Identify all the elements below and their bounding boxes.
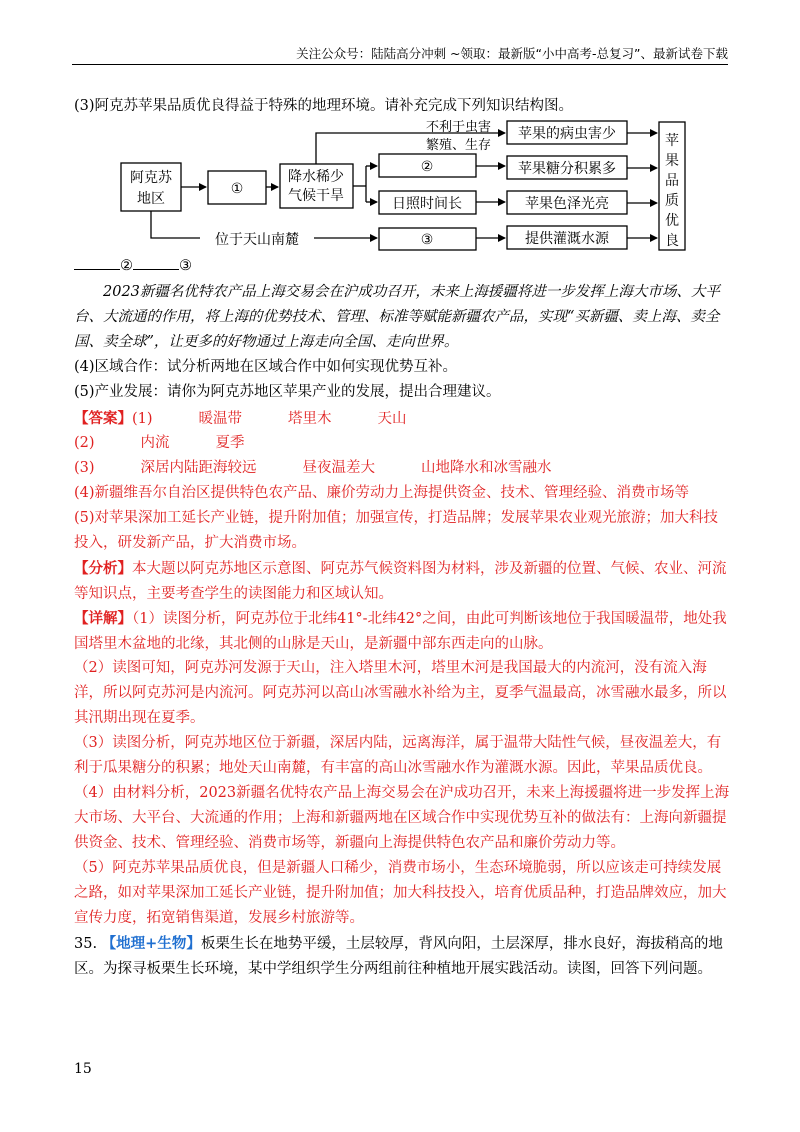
answer-blank[interactable] xyxy=(74,255,120,270)
answer-item: 山地降水和冰雪融水 xyxy=(421,460,552,476)
answer-4: (4)新疆维吾尔自治区提供特色农产品、廉价劳动力上海提供资金、技术、管理经验、消费市场等 xyxy=(74,485,690,501)
question-4: (4)区域合作：试分析两地在区域合作中如何实现优势互补。 xyxy=(74,359,458,375)
diagram-note-line2: 繁殖、生存 xyxy=(426,138,492,153)
answer-line-2 xyxy=(74,431,730,456)
analysis-paragraph xyxy=(74,556,730,607)
diagram-final-char: 良 xyxy=(665,233,679,249)
diagram-result-1: 苹果的病虫害少 xyxy=(518,126,616,142)
question-35-number: 35. xyxy=(74,936,98,952)
diagram-final-char: 品 xyxy=(665,173,679,189)
analysis-label: 【分析】 xyxy=(74,560,132,577)
diagram-blank-3: ③ xyxy=(420,232,434,248)
answer-blank[interactable] xyxy=(133,255,179,270)
answer-item: 内流 xyxy=(140,435,170,451)
answer-item: 深居内陆距海较远 xyxy=(140,460,257,476)
diagram-location: 位于天山南麓 xyxy=(215,232,299,248)
header-divider xyxy=(72,64,728,65)
diagram-climate-line1: 降水稀少 xyxy=(288,169,344,185)
answer-item: 塔里木 xyxy=(288,411,332,427)
diagram-start-line2: 地区 xyxy=(137,191,165,207)
blank-label-2: ② xyxy=(120,258,133,274)
diagram-final-char: 优 xyxy=(665,213,679,229)
answer-item: 暖温带 xyxy=(198,411,243,427)
detail-2: （2）读图可知，阿克苏河发源于天山，注入塔里木河，塔里木河是我国最大的内流河，没有流入海洋，所以阿克苏河是内流河。阿克苏河以高山冰雪融水补给为主，夏季气温最高，冰雪融水最多，所以其汛期出现在夏季。 xyxy=(74,660,727,726)
diagram-blank-1: ① xyxy=(230,181,244,197)
answer-blanks-line xyxy=(74,254,730,279)
answer-item: 夏季 xyxy=(215,435,245,451)
question-35 xyxy=(74,931,730,982)
detail-4: （4）由材料分析，2023新疆名优特农产品上海交易会在沪成功召开，未来上海援疆将进一步发挥上海大市场、大平台、大流通的作用；上海和新疆两地在区域合作中实现优势互补的做法有：上海向新疆提供资金、技术、管理经验、消费市场等，新疆向上海提供特色农产品和廉价劳动力等。 xyxy=(74,785,730,851)
blank-label-3: ③ xyxy=(179,258,192,274)
answer-line-3 xyxy=(74,456,730,481)
diagram-result-4: 提供灌溉水源 xyxy=(525,231,609,247)
answer-num: (1) xyxy=(132,411,153,427)
analysis-text: 本大题以阿克苏地区示意图、阿克苏气候资料图为材料，涉及新疆的位置、气候、农业、河流等知识点，主要考查学生的读图能力和区域认知。 xyxy=(74,561,727,602)
page-number: 15 xyxy=(74,1061,92,1077)
diagram-final-char: 质 xyxy=(665,193,679,209)
diagram-result-3: 苹果色泽光亮 xyxy=(525,196,609,212)
question-35-tag: 【地理+生物】 xyxy=(101,935,201,952)
answer-line-1 xyxy=(74,406,730,432)
answer-item: 天山 xyxy=(377,411,407,427)
question-5: (5)产业发展：请你为阿克苏地区苹果产业的发展，提出合理建议。 xyxy=(74,384,501,400)
diagram-result-2: 苹果糖分积累多 xyxy=(518,161,616,177)
answer-5: (5)对苹果深加工延长产业链，提升附加值；加强宣传，打造品牌；发展苹果农业观光旅游；加大科技投入，研发新产品，扩大消费市场。 xyxy=(74,510,719,551)
answer-label: 【答案】 xyxy=(74,410,132,427)
detail-1 xyxy=(74,606,730,657)
diagram-sunshine: 日照时间长 xyxy=(392,196,462,212)
diagram-climate-line2: 气候干旱 xyxy=(288,188,344,204)
diagram-blank-2: ② xyxy=(420,159,434,175)
diagram-note-line1: 不利于虫害 xyxy=(426,120,492,135)
question-3-intro: (3)阿克苏苹果品质优良得益于特殊的地理环境。请补充完成下列知识结构图。 xyxy=(74,98,574,114)
answer-num: (2) xyxy=(74,435,95,451)
diagram-final-char: 果 xyxy=(665,153,679,169)
answer-item: 昼夜温差大 xyxy=(302,460,376,476)
detail-3: （3）读图分析，阿克苏地区位于新疆，深居内陆，远离海洋，属于温带大陆性气候，昼夜温差大，有利于瓜果糖分的积累；地处天山南麓，有丰富的高山冰雪融水作为灌溉水源。因此，苹果品质优良。 xyxy=(74,735,722,776)
diagram-start-line1: 阿克苏 xyxy=(130,170,172,186)
material-paragraph: 2023新疆名优特农产品上海交易会在沪成功召开，未来上海援疆将进一步发挥上海大市场、大平台、大流通的作用，将上海的优势技术、管理、标准等赋能新疆农产品，实现“买新疆、卖上海、卖全国、卖全球”，让更多的好物通过上海走向全国、走向世界。 xyxy=(74,284,720,350)
knowledge-structure-diagram xyxy=(0,112,800,262)
question-35-text: 板栗生长在地势平缓，土层较厚，背风向阳，土层深厚，排水良好，海拔稍高的地区。为探寻板栗生长环境，某中学组织学生分两组前往种植地开展实践活动。读图，回答下列问题。 xyxy=(74,936,723,977)
detail-label: 【详解】 xyxy=(74,610,132,627)
page-header: 关注公众号：陆陆高分冲刺 ~领取：最新版“小中高考-总复习”、最新试卷下载 xyxy=(296,46,728,61)
detail-text: （1）读图分析，阿克苏位于北纬41°-北纬42°之间，由此可判断该地位于我国暖温带，地处我国塔里木盆地的北缘，其北侧的山脉是天山，是新疆中部东西走向的山脉。 xyxy=(74,611,727,652)
detail-5: （5）阿克苏苹果品质优良，但是新疆人口稀少，消费市场小，生态环境脆弱，所以应该走可持续发展之路，如对苹果深加工延长产业链，提升附加值；加大科技投入，培育优质品种，打造品牌效应，加大宣传力度，拓宽销售渠道，发展乡村旅游等。 xyxy=(74,860,727,926)
diagram-final-char: 苹 xyxy=(665,133,679,149)
answer-num: (3) xyxy=(74,460,95,476)
